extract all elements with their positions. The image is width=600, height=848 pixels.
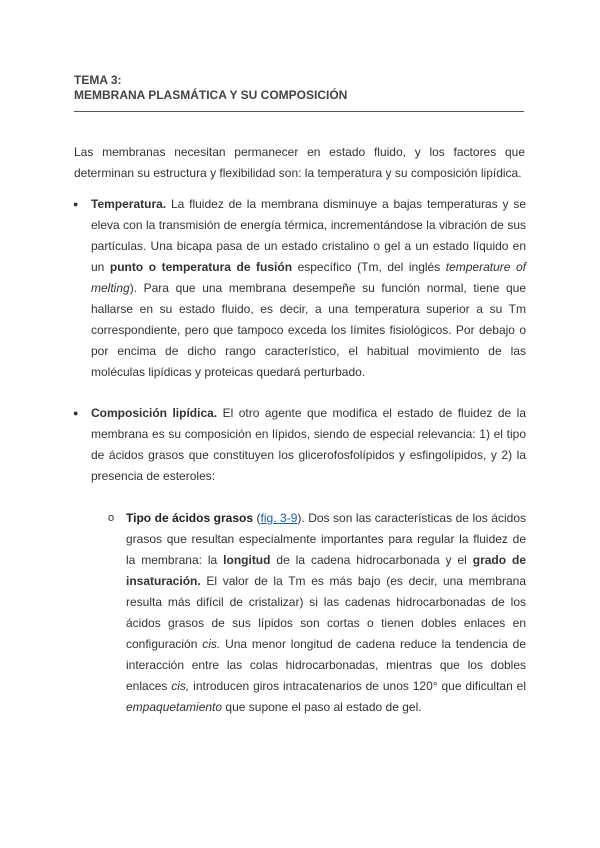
text: introducen giros intracatenarios de unos 120° que dificultan el (189, 679, 526, 693)
text: que supone el paso al estado de gel. (222, 700, 422, 714)
italic-term: cis, (171, 679, 190, 693)
italic-term: temperature of melting (91, 260, 526, 295)
page-title (74, 73, 347, 103)
title-divider (74, 111, 524, 112)
text: de la cadena hidrocarbonada y el (270, 553, 473, 567)
composicion-label: Composición lipídica. (91, 406, 218, 420)
temperatura-paragraph (91, 194, 526, 383)
text: ) (297, 511, 302, 525)
text: específico (Tm, del inglés (292, 260, 446, 274)
acidos-label: Tipo de ácidos grasos (126, 511, 253, 525)
bold-term: punto o temperatura de fusión (109, 260, 293, 274)
temperatura-label: Temperatura. (91, 197, 167, 211)
text: El valor de la Tm es más bajo (es decir, una membrana resulta más difícil de cristalizar) si las cadenas hidrocarbonadas de los ácidos grasos de sus lípidos son cortas o tienen dobles enlaces en configuración (126, 574, 526, 651)
text: ( (253, 511, 261, 525)
bullet-icon: ● (73, 199, 79, 209)
italic-term: empaquetamiento (126, 700, 223, 714)
bold-term: longitud (223, 553, 271, 567)
text: La fluidez de la membrana disminuye a bajas temperaturas y se eleva con la transmisión de energía térmica, incrementándose la vibración de sus partículas. Una bicapa pasa de un estado cristalino o gel a un estado líquido en un (91, 197, 526, 274)
text: ). Para que una membrana desempeñe su función normal, tiene que hallarse en su estado fluido, es decir, a una temperatura superior a su Tm correspondiente, pero que tampoco exceda los límites fisiológicos. Por debajo o por encima de dicho rango característico, el habitual movimiento de las moléculas lipídicas y proteicas quedará perturbado. (91, 281, 526, 379)
composicion-paragraph (91, 403, 526, 487)
sub-bullet-icon: o (108, 512, 115, 524)
intro-paragraph: Las membranas necesitan permanecer en estado fluido, y los factores que determinan su estructura y flexibilidad son: la temperatura y su composición lipídica. (74, 145, 525, 180)
title-line-2: MEMBRANA PLASMÁTICA Y SU COMPOSICIÓN (74, 88, 348, 102)
title-line-1: TEMA 3: (74, 73, 122, 87)
acidos-grasos-paragraph (126, 508, 526, 718)
text: Una menor longitud de cadena reduce la tendencia de interacción entre las colas hidrocarbonadas, mientras que los dobles enlaces (126, 637, 526, 693)
text: . Dos son las características de los ácidos grasos que resultan especialmente importantes para regular la fluidez de la membrana: la (126, 511, 526, 567)
italic-term: cis. (202, 637, 221, 651)
bold-term: grado de insaturación. (126, 553, 527, 588)
figure-link[interactable]: fig. 3-9 (260, 511, 298, 525)
text: El otro agente que modifica el estado de fluidez de la membrana es su composición en lípidos, siendo de especial relevancia: 1) el tipo de ácidos grasos que constituyen los glicerofosfolípidos y esfingolípidos, y 2) la presencia de esteroles: (91, 406, 526, 483)
bullet-icon: ● (73, 408, 79, 418)
